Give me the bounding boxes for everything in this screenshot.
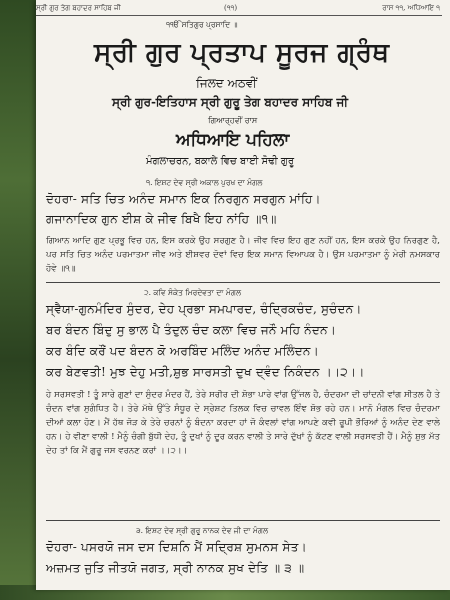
invocation: ੧ੴ ਸਤਿਗੁਰ ਪ੍ਰਸਾਦਿ ॥ xyxy=(166,20,238,29)
book-subtitle: ਸ੍ਰੀ ਗੁਰ-ਇਤਿਹਾਸ ਸ੍ਰੀ ਗੁਰੂ ਤੇਗ ਬਹਾਦਰ ਸਾਹਿਬ ਜੀ xyxy=(112,95,348,109)
volume-label: ਜਿਲਦ ਅਠਵੀਂ xyxy=(196,76,257,90)
chapter-description: ਮੰਗਲਾਚਰਨ, ਬਕਾਲੇ ਵਿਚ ਬਾਈ ਸੋਢੀ ਗੁਰੂ xyxy=(146,156,295,167)
section-1-commentary: ਗਿਆਨ ਆਦਿ ਗੁਣ ਪ੍ਰਭੂ ਵਿਚ ਹਨ, ਇਸ ਕਰਕੇ ਉਹ ਸਰਗੁਣ ਹੈ। ਜੀਵ ਵਿਚ ਇਹ ਗੁਣ ਨਹੀਂ ਹਨ, ਇਸ ਕਰਕੇ ਉਹ ਨਿਰਗੁਣ ਹੈ, ਪਰ ਸਤਿ ਚਿਤ ਅਨੰਦ ਪਰਮਾਤਮਾ ਜੀਵ ਅਤੇ ਈਸ਼ਵਰ ਦੋਵਾਂ ਵਿਚ ਇਕ ਸਮਾਨ ਵਿਆਪਕ ਹੈ। ਉਸ ਪਰਮਾਤਮਾ ਨੂੰ ਮੇਰੀ ਨਮਸਕਾਰ ਹੋਵੇ ॥੧॥ xyxy=(46,236,440,274)
section-3-heading: ੩. ਇਸ਼ਟ ਦੇਵ ਸ੍ਰੀ ਗੁਰੂ ਨਾਨਕ ਦੇਵ ਜੀ ਦਾ ਮੰਗਲ xyxy=(136,526,269,535)
section-1-verse-line: ਦੋਹਰਾ- ਸਤਿ ਚਿਤ ਅਨੰਦ ਸਮਾਨ ਇਕ ਨਿਰਗੁਨ ਸਰਗੁਨ ਮਾਂਹਿ। xyxy=(46,192,321,206)
background-foliage-left xyxy=(0,0,38,600)
section-3-verse-line: ਦੋਹਰਾ- ਪਸਰਯੋ ਜਸ ਦਸ ਦਿਸ਼ਨਿ ਮੈਂ ਸਦ੍ਰਿਸ਼ ਸੁਮਨਸ ਸੇਤ। xyxy=(46,540,307,554)
section-2-verse-line: ਸ੍ਵੈਯਾ-ਗੁਨਮੰਦਿਰ ਸੁੰਦਰ, ਦੇਹ ਪ੍ਰਭਾ ਸਮਪਾਰਦ, ਚੰਦ੍ਰਿਕਚੰਦ, ਸੁਚੰਦਨ। xyxy=(46,302,362,316)
chapter-title: ਅਧਿਆਇ ਪਹਿਲਾ xyxy=(176,130,290,150)
rut-label: ਗਿਆਰ੍ਹਵੀਂ ਰਾਸ xyxy=(208,116,258,125)
header-rule xyxy=(36,15,442,16)
section-3-verse-line: ਅਜ਼ਮਤ ਜੁਤਿ ਜੀਤਯੋ ਜਗਤ, ਸ੍ਰੀ ਨਾਨਕ ਸੁਖ ਦੇਤਿ ॥ ੩ ॥ xyxy=(46,561,305,575)
running-header-right: ਰਾਸ ੧੧, ਅਧਿਆਇ ੧ xyxy=(382,4,440,12)
running-header-left: ਸ੍ਰੀ ਗੁਰ ਤੇਗ ਬਹਾਦਰ ਸਾਹਿਬ ਜੀ xyxy=(36,4,121,12)
section-2-heading: ੨. ਕਵਿ ਸੰਕੇਤ ਮਿਰਦੇਵਤਾ ਦਾ ਮੰਗਲ xyxy=(144,288,242,297)
section-divider xyxy=(46,520,440,521)
book-title: ਸ੍ਰੀ ਗੁਰ ਪ੍ਰਤਾਪ ਸੂਰਜ ਗ੍ਰੰਥ xyxy=(94,38,390,68)
section-1-verse-line: ਗਜਾਨਾਦਿਕ ਗੁਨ ਈਸ਼ ਕੇ ਜੀਵ ਬਿਖੈ ਇਹ ਨਾਂਹਿ ॥੧॥ xyxy=(46,212,277,226)
section-2-verse-line: ਕਰ ਬੇਣਵਤੀ! ਮੁਝ ਦੇਹੁ ਮਤੀ,ਸ਼ੁਭ ਸਾਰਸਤੀ ਦੁਖ ਦ੍ਵੰਦ ਨਿਕੰਦਨ ।।੨।। xyxy=(46,365,365,379)
section-1-heading: ੧. ਇਸ਼ਟ ਦੇਵ ਸ੍ਰੀ ਅਕਾਲ ਪੁਰਖ ਦਾ ਮੰਗਲ xyxy=(146,178,263,187)
section-2-commentary: ਹੇ ਸਰਸਵਤੀ ! ਤੂੰ ਸਾਰੇ ਗੁਣਾਂ ਦਾ ਸੁੰਦਰ ਮੰਦਰ ਹੈਂ, ਤੇਰੇ ਸਰੀਰ ਦੀ ਸ਼ੋਭਾ ਪਾਰੇ ਵਾਂਗ ਉੱਜਲ ਹੈ, ਚੰਦਰਮਾ ਦੀ ਚਾਂਦਨੀ ਵਾਂਗ ਸੀਤਲ ਹੈ ਤੇ ਚੰਦਨ ਵਾਂਗ ਸੁਗੰਧਿਤ ਹੈ। ਤੇਰੇ ਮੱਥੇ ਉੱਤੇ ਸੰਧੂਰ ਦੇ ਸ੍ਰੇਸ਼ਟ ਤਿਲਕ ਵਿਚ ਚਾਵਲ ਇੰਞ ਸ਼ੋਭ ਰਹੇ ਹਨ। ਮਾਨੋ ਮੰਗਲ ਵਿਚ ਚੰਦਰਮਾ ਦੀਆਂ ਕਲਾ ਹੋਣ। ਮੈਂ ਹੱਥ ਜੋੜ ਕੇ ਤੇਰੇ ਚਰਨਾਂ ਨੂੰ ਬੰਦਨਾ ਕਰਦਾ ਹਾਂ ਜੋ ਕੰਵਲਾਂ ਵਾਂਗ ਆਪਣੇ ਕਵੀ ਰੂਪੀ ਭੌਰਿਆਂ ਨੂੰ ਅਨੰਦ ਦੇਣ ਵਾਲੇ ਹਨ। ਹੇ ਵੀਣਾ ਵਾਲੀ ! ਮੈਨੂੰ ਚੰਗੀ ਬੁੱਧੀ ਦੇਹ, ਤੂੰ ਦੁਖਾਂ ਨੂੰ ਦੂਰ ਕਰਨ ਵਾਲੀ ਤੇ ਸਾਰੇ ਦੁੱਖਾਂ ਨੂੰ ਕੱਟਣ ਵਾਲੀ ਸਰਸਵਤੀ ਹੈਂ। ਮੈਨੂੰ ਸ਼ੁਭ ਮੱਤ ਦੇਹ ਤਾਂ ਕਿ ਮੈਂ ਗੁਰੂ ਜਸ ਵਰਨਣ ਕਰਾਂ ।।੨।। xyxy=(46,390,440,456)
page-number: (੧੧) xyxy=(224,4,238,12)
section-2-verse-line: ਕਰ ਬੰਦਿ ਕਰੌਂ ਪਦ ਬੰਦਨ ਕੋ ਅਰਬਿੰਦ ਮਲਿੰਦ ਅਨੰਦ ਮਲਿੰਦਨ। xyxy=(46,344,319,358)
section-divider xyxy=(46,282,440,283)
book-page xyxy=(36,0,450,590)
section-2-verse-line: ਬਰ ਬੰਦਨ ਬਿੰਦੁ ਸੁ ਭਾਲ ਪੈ ਤੰਦੁਲ ਚੰਦ ਕਲਾ ਵਿਚ ਜਨੌ ਮਹਿ ਨੰਦਨ। xyxy=(46,323,337,337)
